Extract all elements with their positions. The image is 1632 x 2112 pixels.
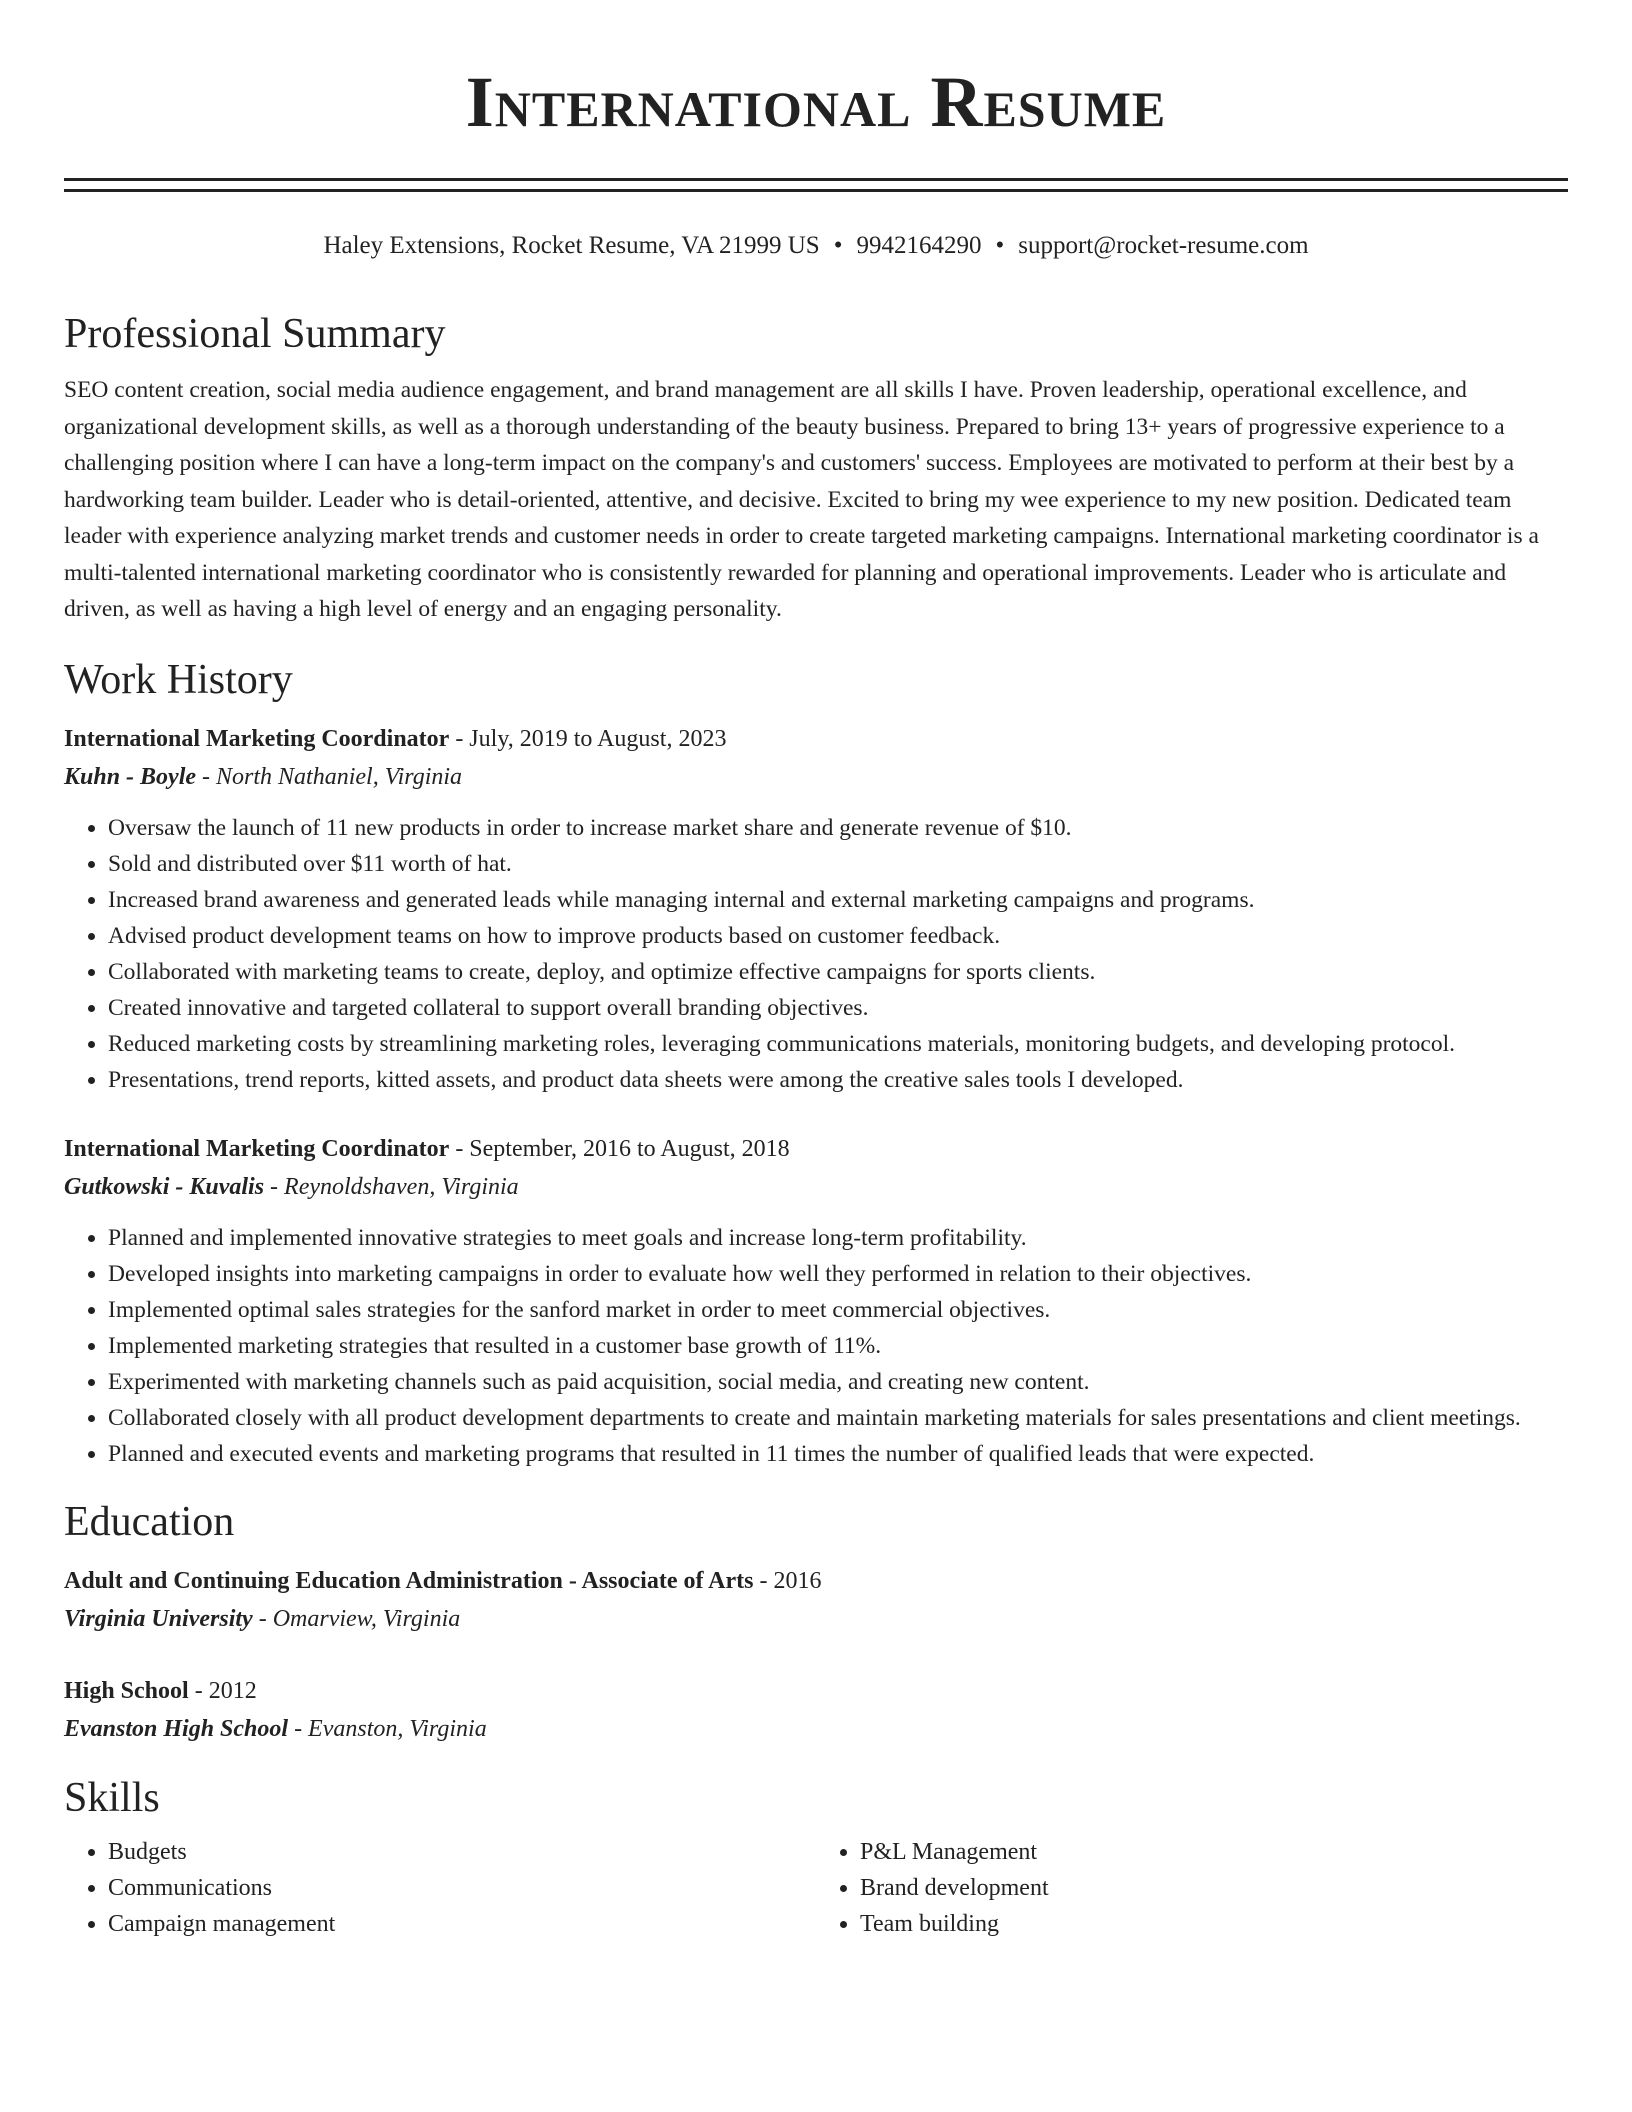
job-dates: - September, 2016 to August, 2018 xyxy=(449,1135,790,1162)
section-heading-education: Education xyxy=(64,1498,235,1545)
job-bullet: • Increased brand awareness and generated leads while managing internal and external marketing campaigns and programs. xyxy=(108,882,1568,918)
job-bullet: • Implemented optimal sales strategies for the sanford market in order to meet commercial objectives. xyxy=(108,1292,1568,1328)
job-company: Kuhn - Boyle xyxy=(64,763,197,790)
contact-separator: • xyxy=(995,232,1005,259)
education-school: Evanston High School xyxy=(64,1715,289,1742)
skill-item: • Campaign management xyxy=(108,1906,816,1942)
job-bullet: • Sold and distributed over $11 worth of hat. xyxy=(108,846,1568,882)
education-school: Virginia University xyxy=(64,1605,253,1632)
job-bullet: • Created innovative and targeted collateral to support overall branding objectives. xyxy=(108,990,1568,1026)
job-bullet-list xyxy=(64,1220,1568,1472)
job-entry xyxy=(64,720,1568,1098)
job-location: - Reynoldshaven, Virginia xyxy=(264,1173,519,1200)
job-header xyxy=(64,1130,1568,1168)
job-bullet: • Experimented with marketing channels such as paid acquisition, social media, and creating new content. xyxy=(108,1364,1568,1400)
education-entry xyxy=(64,1562,1568,1638)
contact-email: support@rocket-resume.com xyxy=(1018,232,1309,259)
job-bullet: • Presentations, trend reports, kitted assets, and product data sheets were among the creative sales tools I developed. xyxy=(108,1062,1568,1098)
skills-columns xyxy=(64,1834,1568,1942)
job-bullet: • Implemented marketing strategies that resulted in a customer base growth of 11%. xyxy=(108,1328,1568,1364)
job-employer xyxy=(64,758,1568,796)
education-year: - 2012 xyxy=(188,1677,257,1704)
title-double-rule xyxy=(64,178,1568,192)
summary-text: SEO content creation, social media audience engagement, and brand management are all skills I have. Proven leadership, operational excellence, and organizational development skills, as well as a thorough understanding of the beauty business. Prepared to bring 13+ years of progressive experience to a challenging position where I can have a long-term impact on the company's and customers' success. Employees are motivated to perform at their best by a hardworking team builder. Leader who is detail-oriented, attentive, and decisive. Excited to bring my wee experience to my new position. Dedicated team leader with experience analyzing market trends and customer needs in order to create targeted marketing campaigns. International marketing coordinator is a multi-talented international marketing coordinator who is consistently rewarded for planning and operational improvements. Leader who is articulate and driven, as well as having a high level of energy and an engaging personality. xyxy=(64,377,1539,622)
job-title: International Marketing Coordinator xyxy=(64,1135,450,1162)
skill-item: • Communications xyxy=(108,1870,816,1906)
education-degree: High School xyxy=(64,1677,189,1704)
job-bullet: • Reduced marketing costs by streamlining marketing roles, leveraging communications materials, monitoring budgets, and developing protocol. xyxy=(108,1026,1568,1062)
job-company: Gutkowski - Kuvalis xyxy=(64,1173,265,1200)
section-heading-skills: Skills xyxy=(64,1774,160,1821)
skill-item: • Team building xyxy=(860,1906,1568,1942)
education-school-line xyxy=(64,1710,1568,1748)
job-bullet-list xyxy=(64,810,1568,1098)
job-entry xyxy=(64,1130,1568,1472)
contact-line xyxy=(64,230,1568,262)
skills-list-right xyxy=(816,1834,1568,1942)
job-header xyxy=(64,720,1568,758)
job-bullet: • Advised product development teams on how to improve products based on customer feedback. xyxy=(108,918,1568,954)
contact-address: Haley Extensions, Rocket Resume, VA 21999 US xyxy=(323,232,820,259)
education-header xyxy=(64,1672,1568,1710)
education-entry xyxy=(64,1672,1568,1748)
job-bullet: • Developed insights into marketing campaigns in order to evaluate how well they performed in relation to their objectives. xyxy=(108,1256,1568,1292)
contact-phone: 9942164290 xyxy=(856,232,982,259)
job-location: - North Nathaniel, Virginia xyxy=(196,763,463,790)
skill-item: • Budgets xyxy=(108,1834,816,1870)
education-location: - Evanston, Virginia xyxy=(288,1715,487,1742)
job-bullet: • Collaborated closely with all product development departments to create and maintain marketing materials for sales presentations and client meetings. xyxy=(108,1400,1568,1436)
education-school-line xyxy=(64,1600,1568,1638)
contact-separator: • xyxy=(833,232,843,259)
education-location: - Omarview, Virginia xyxy=(252,1605,461,1632)
job-title: International Marketing Coordinator xyxy=(64,725,450,752)
job-bullet: • Planned and implemented innovative strategies to meet goals and increase long-term profitability. xyxy=(108,1220,1568,1256)
job-bullet: • Collaborated with marketing teams to create, deploy, and optimize effective campaigns for sports clients. xyxy=(108,954,1568,990)
job-bullet: • Planned and executed events and marketing programs that resulted in 11 times the number of qualified leads that were expected. xyxy=(108,1436,1568,1472)
job-dates: - July, 2019 to August, 2023 xyxy=(449,725,727,752)
job-bullet: • Oversaw the launch of 11 new products in order to increase market share and generate revenue of $10. xyxy=(108,810,1568,846)
skill-item: • P&L Management xyxy=(860,1834,1568,1870)
education-degree: Adult and Continuing Education Administration - Associate of Arts xyxy=(64,1567,754,1594)
skill-item: • Brand development xyxy=(860,1870,1568,1906)
section-heading-work-history: Work History xyxy=(64,656,293,703)
job-employer xyxy=(64,1168,1568,1206)
education-header xyxy=(64,1562,1568,1600)
education-year: - 2016 xyxy=(753,1567,822,1594)
section-heading-summary: Professional Summary xyxy=(64,311,446,357)
resume-title: International Resume xyxy=(465,62,1167,142)
skills-list-left xyxy=(64,1834,816,1942)
